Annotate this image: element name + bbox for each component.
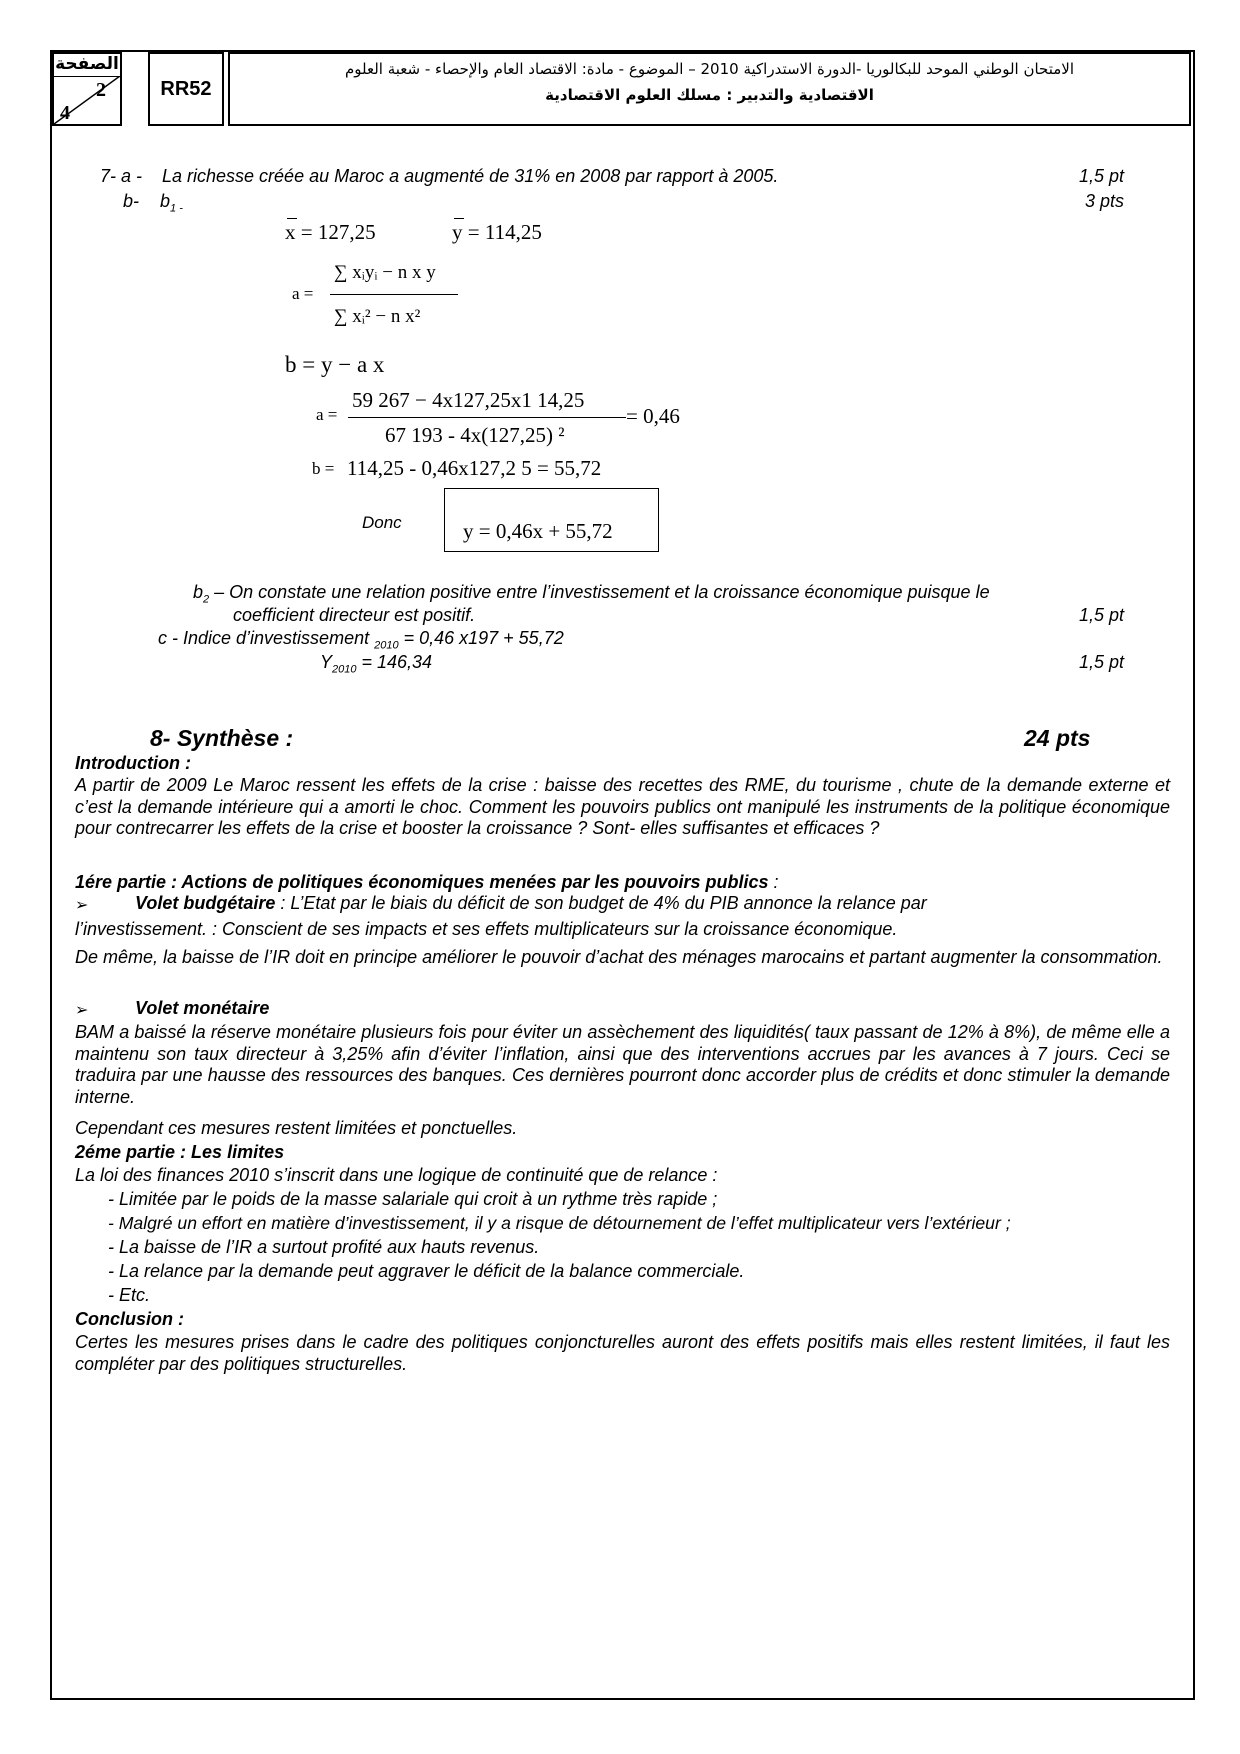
cependant-text: Cependant ces mesures restent limitées et ponctuelles. bbox=[75, 1118, 518, 1138]
ir-text: De même, la baisse de l’IR doit en principe améliorer le pouvoir d’achat des ménages marocains et partant augmenter la consommation. bbox=[75, 947, 1163, 967]
donc-label: Donc bbox=[362, 513, 402, 532]
volet-monetaire-title: Volet monétaire bbox=[135, 998, 270, 1018]
equation-box bbox=[444, 488, 659, 552]
q7b1-label: $b_{1 -}$ bbox=[160, 191, 183, 215]
q7c-points: 1,5 pt bbox=[1078, 652, 1124, 672]
q7b-label: b- bbox=[123, 191, 140, 211]
exam-title-box bbox=[228, 52, 1191, 126]
q7b2-text2: coefficient directeur est positif. bbox=[233, 605, 476, 625]
q7b2-points: 1,5 pt bbox=[1078, 605, 1124, 625]
mean-x: x = 127,25 bbox=[285, 220, 376, 244]
mean-y: y = 114,25 bbox=[452, 220, 542, 244]
a-formula-label: a = bbox=[292, 284, 314, 303]
synthese-heading: 8- Synthèse : bbox=[150, 725, 294, 751]
y2010-value: $Y_{2010} = 146,34$ bbox=[320, 652, 433, 676]
b-calc-label: b = bbox=[312, 459, 335, 478]
b-formula: b = y − a x bbox=[285, 352, 385, 377]
a-calc-numerator: 59 267 − 4x127,25x1 14,25 bbox=[352, 388, 585, 412]
limit-item: - Limitée par le poids de la masse salariale qui croit à un rythme très rapide ; bbox=[108, 1189, 718, 1209]
bullet-arrow-icon: ➢ bbox=[75, 1002, 89, 1019]
a-calc-result: = 0,46 bbox=[626, 404, 680, 428]
volet-budgetaire-text2: l’investissement. : Conscient de ses impacts et ses effets multiplicateurs sur la croissance économique. bbox=[75, 919, 898, 939]
q7a-label: 7- a - bbox=[100, 166, 143, 186]
page-current: 2 bbox=[96, 79, 106, 101]
part2-intro: La loi des finances 2010 s’inscrit dans une logique de continuité que de relance : bbox=[75, 1165, 718, 1185]
a-calc-denominator: 67 193 - 4x(127,25) ² bbox=[385, 423, 565, 447]
limit-item: - La baisse de l’IR a surtout profité aux hauts revenus. bbox=[108, 1237, 540, 1257]
q7a-points: 1,5 pt bbox=[1078, 166, 1124, 186]
a-formula-denominator: ∑ xᵢ² − n x² bbox=[334, 306, 421, 327]
a-calc-fraction-line bbox=[348, 417, 626, 418]
bullet-arrow-icon: ➢ bbox=[75, 897, 89, 914]
a-calc-label: a = bbox=[316, 405, 338, 424]
exam-title-line2: الاقتصادية والتدبير : مسلك العلوم الاقتصادية bbox=[545, 86, 874, 104]
limit-item: - Malgré un effort en matière d’investissement, il y a risque de détournement de l’effet multiplicateur vers l’extérieur ; bbox=[108, 1213, 1011, 1233]
part2-heading: 2éme partie : Les limites bbox=[75, 1142, 285, 1162]
q7a-text: La richesse créée au Maroc a augmenté de 31% en 2008 par rapport à 2005. bbox=[162, 166, 779, 186]
part1-heading: 1ére partie : Actions de politiques économiques menées par les pouvoirs publics : bbox=[75, 872, 779, 892]
page-number-box bbox=[52, 52, 122, 126]
intro-text: A partir de 2009 Le Maroc ressent les effets de la crise : baisse des recettes des RME, du tourisme , chute de la demande externe et c’est la demande intérieure qui a amorti le choc. Comment les pouvoirs publics ont manipulé les instruments de la politique économique pour contrecarrer les effets de la crise et booster la croissance ? Sont- elles suffisantes et efficaces ? bbox=[75, 775, 1170, 838]
page-label: الصفحة bbox=[54, 54, 120, 77]
bam-text: BAM a baissé la réserve monétaire plusieurs fois pour éviter un assèchement des liquidités( taux passant de 12% à 8%), de même elle a maintenu son taux directeur à 3,25% afin d’éviter l’inflation, ainsi que des interventions accrues par les avances à 7 jours. Ceci se traduira par une hausse des ressources des banques. Ces dernières pourront donc accorder plus de crédits et donc stimuler la demande interne. bbox=[75, 1022, 1170, 1107]
limit-item: - Etc. bbox=[108, 1285, 151, 1305]
regression-equation: y = 0,46x + 55,72 bbox=[463, 519, 613, 543]
limit-item: - La relance par la demande peut aggraver le déficit de la balance commerciale. bbox=[108, 1261, 745, 1281]
exam-title-line1: الامتحان الوطني الموحد للبكالوريا -الدورة الاستدراكية 2010 – الموضوع - مادة: الاقتصاد العام والإحصاء - شعبة العلوم bbox=[344, 60, 1075, 78]
q7b1-points: 3 pts bbox=[1084, 191, 1124, 211]
b-calc: 114,25 - 0,46x127,2 5 = 55,72 bbox=[347, 456, 602, 480]
conclusion-text: Certes les mesures prises dans le cadre des politiques conjoncturelles auront des effets positifs mais elles restent limitées, il faut les compléter par des politiques structurelles. bbox=[75, 1332, 1170, 1374]
a-formula-numerator: ∑ xᵢyᵢ − n x y bbox=[334, 262, 436, 283]
intro-heading: Introduction : bbox=[75, 753, 191, 773]
conclusion-heading: Conclusion : bbox=[75, 1309, 184, 1329]
mean-x-bar bbox=[287, 218, 297, 219]
a-formula-fraction-line bbox=[330, 294, 458, 295]
synthese-points: 24 pts bbox=[1024, 725, 1091, 751]
page-total: 4 bbox=[60, 102, 70, 124]
mean-y-bar bbox=[454, 218, 464, 219]
q7b2-text1: $b_2$ – On constate une relation positive entre l’investissement et la croissance économique puisque le bbox=[193, 582, 990, 606]
exam-code: RR52 bbox=[148, 52, 224, 126]
volet-budgetaire-text: Volet budgétaire : L’Etat par le biais du déficit de son budget de 4% du PIB annonce la relance par bbox=[135, 893, 927, 913]
q7c-text: c - Indice d’investissement $_{2010}$ = 0,46 x197 + 55,72 bbox=[158, 628, 564, 652]
